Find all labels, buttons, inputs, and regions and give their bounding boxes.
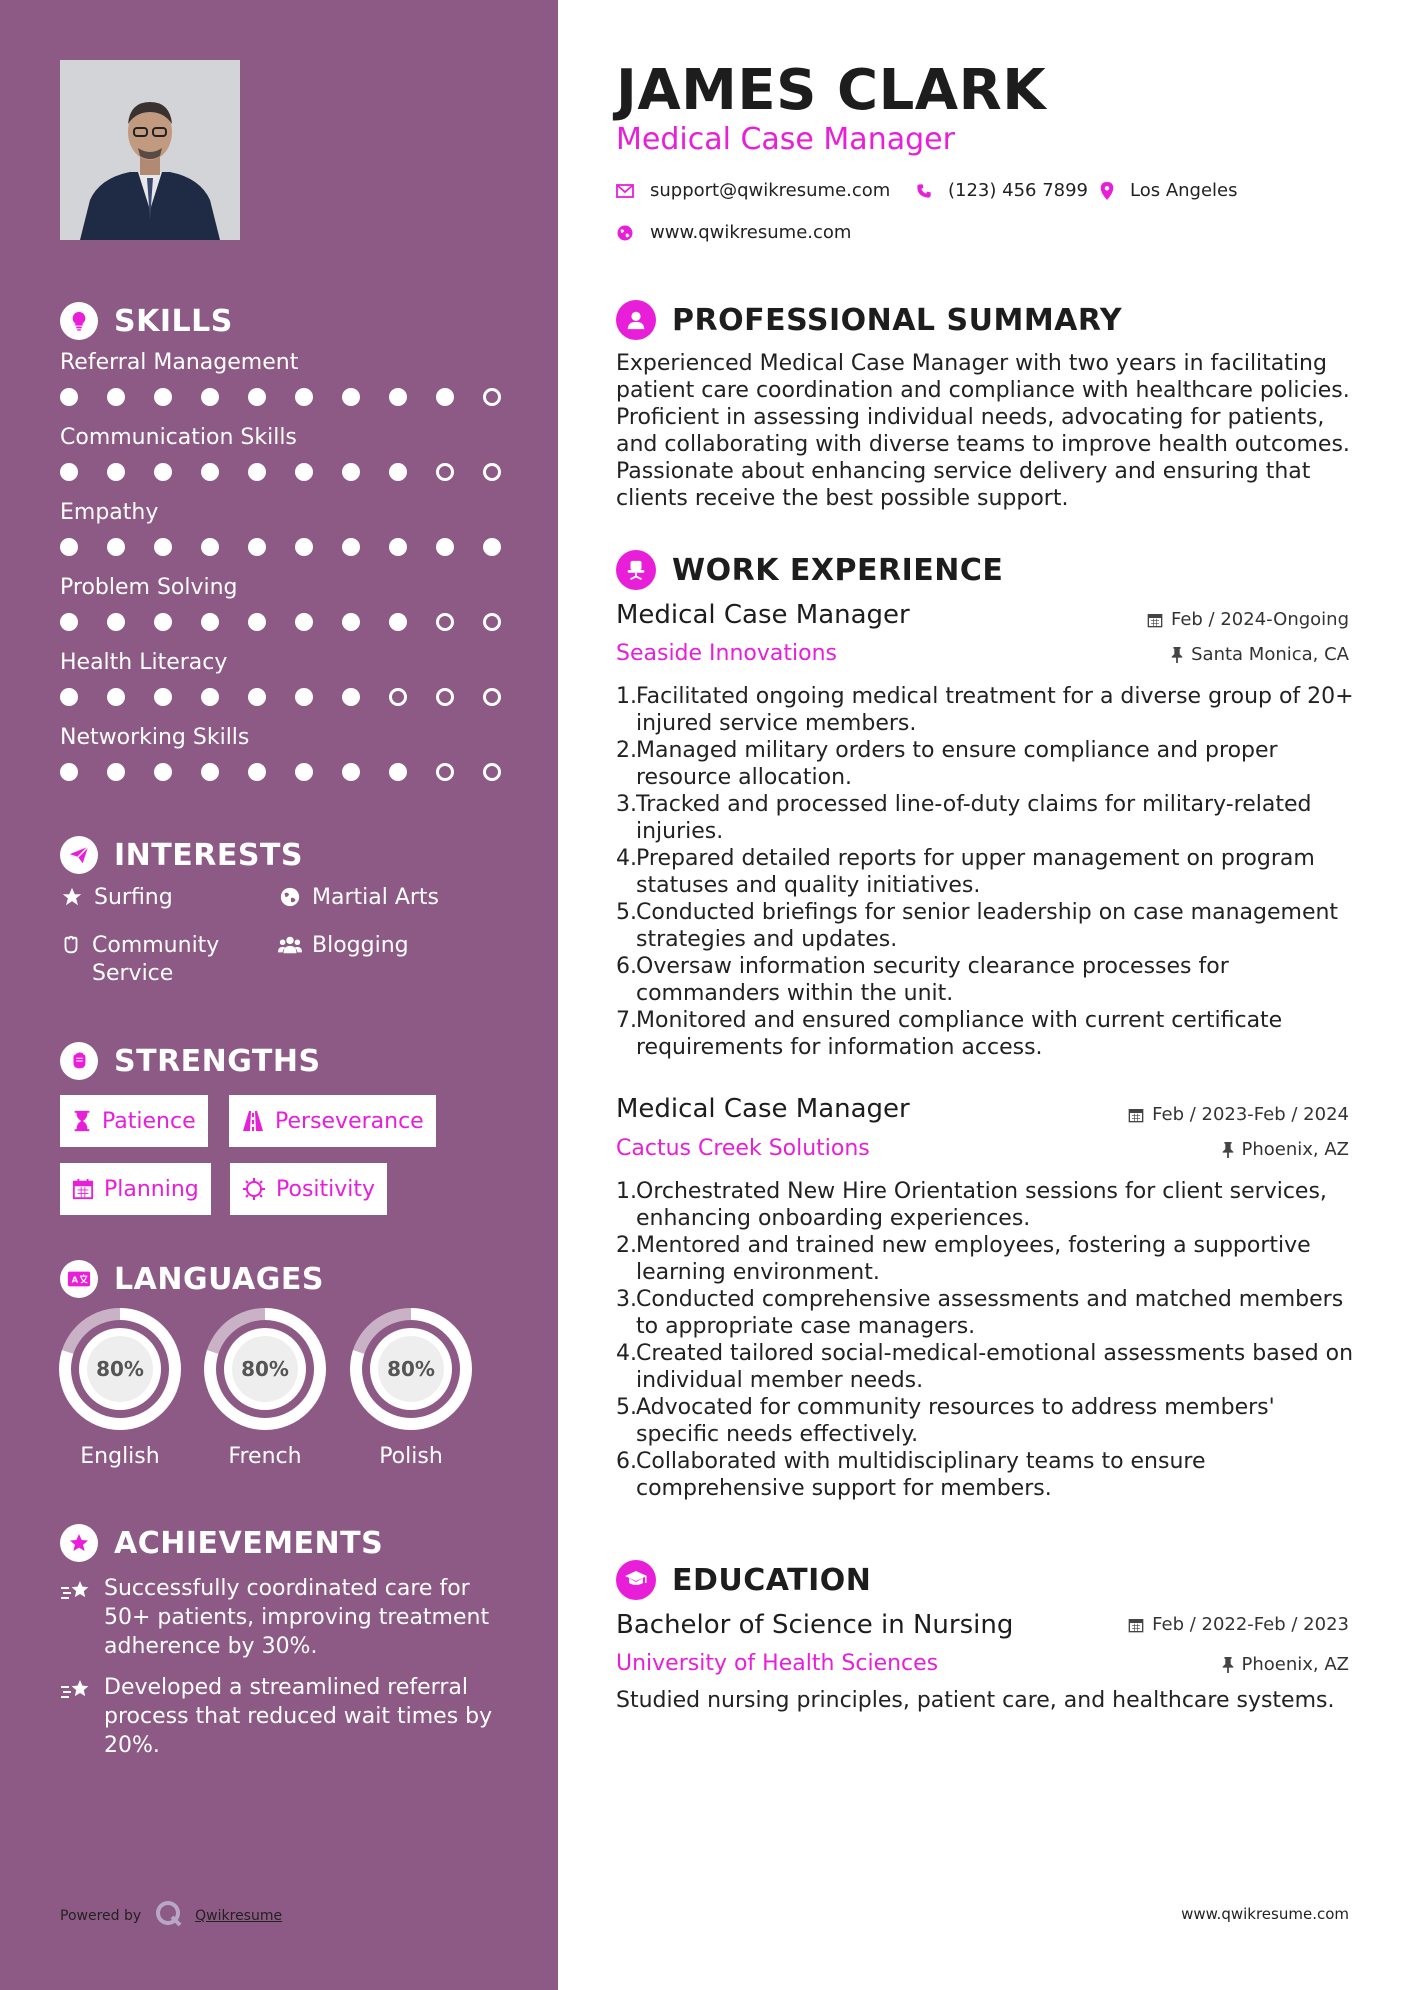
trophy-star-icon	[60, 1524, 98, 1562]
list-item: 4. Prepared detailed reports for upper management on program statuses and quality initiatives.	[616, 846, 1315, 898]
job-role: Medical Case Manager	[616, 1094, 910, 1124]
job-dates: Feb / 2023-Feb / 2024	[1128, 1104, 1349, 1125]
skill-rating	[60, 463, 530, 481]
language-progress-ring: 80%	[59, 1308, 181, 1430]
rating-dot-empty	[436, 463, 454, 481]
skills-heading: SKILLS	[60, 302, 233, 340]
language-icon	[60, 1260, 98, 1298]
rating-dot-filled	[248, 538, 266, 556]
rating-dot-empty	[389, 688, 407, 706]
list-item: 5. Advocated for community resources to address members' specific needs effectively.	[616, 1395, 1275, 1447]
rating-dot-filled	[107, 688, 125, 706]
rating-dot-empty	[483, 613, 501, 631]
job-bullets	[616, 1178, 1356, 1502]
job-location: Santa Monica, CA	[1171, 644, 1349, 665]
language-item: 80% French	[204, 1308, 326, 1469]
rating-dot-filled	[248, 613, 266, 631]
list-item: 6. Oversaw information security clearance processes for commanders within the unit.	[616, 954, 1229, 1006]
contact-email[interactable]: support@qwikresume.com	[616, 180, 890, 201]
map-pin-icon	[1100, 182, 1114, 200]
star-icon	[60, 884, 84, 908]
rating-dot-filled	[201, 388, 219, 406]
education-location: Phoenix, AZ	[1222, 1654, 1350, 1675]
rating-dot-filled	[107, 463, 125, 481]
rating-dot-filled	[342, 763, 360, 781]
job-dates: Feb / 2024-Ongoing	[1147, 609, 1349, 630]
strength-chip: Planning	[60, 1163, 211, 1215]
language-item: 80% English	[59, 1308, 181, 1469]
pushpin-icon	[1222, 1657, 1234, 1673]
interest-item: Blogging	[278, 932, 409, 960]
envelope-icon	[616, 184, 634, 198]
paper-plane-icon	[60, 836, 98, 874]
skill-rating	[60, 388, 530, 406]
graduate-icon	[616, 1560, 656, 1600]
shooting-star-icon	[60, 1673, 92, 1707]
education-description: Studied nursing principles, patient care, and healthcare systems.	[616, 1688, 1335, 1713]
achievement-item: Developed a streamlined referral process that reduced wait times by 20%.	[60, 1673, 500, 1760]
strength-chip: Patience	[60, 1095, 208, 1147]
rating-dot-filled	[107, 613, 125, 631]
rating-dot-filled	[60, 688, 78, 706]
rating-dot-filled	[154, 763, 172, 781]
lightbulb-icon	[60, 302, 98, 340]
rating-dot-filled	[342, 388, 360, 406]
interest-item: Surfing	[60, 884, 173, 912]
languages-heading: A LANGUAGES	[60, 1260, 324, 1298]
main-content	[558, 0, 1407, 1990]
rating-dot-empty	[436, 688, 454, 706]
list-item: 1. Facilitated ongoing medical treatment for a diverse group of 20+ injured service members.	[616, 684, 1354, 736]
experience-heading: WORK EXPERIENCE	[616, 550, 1003, 590]
powered-by: Powered by Qwikresume	[60, 1900, 282, 1932]
road-icon	[241, 1111, 265, 1131]
rating-dot-filled	[201, 613, 219, 631]
user-icon	[616, 300, 656, 340]
rating-dot-empty	[483, 388, 501, 406]
list-item: 5. Conducted briefings for senior leadership on case management strategies and updates.	[616, 900, 1339, 952]
skill-name: Communication Skills	[60, 425, 297, 450]
education-degree: Bachelor of Science in Nursing	[616, 1610, 1014, 1640]
list-item: 4. Created tailored social-medical-emotional assessments based on individual member needs.	[616, 1341, 1354, 1393]
rating-dot-filled	[389, 613, 407, 631]
rating-dot-filled	[60, 613, 78, 631]
skill-name: Health Literacy	[60, 650, 228, 675]
rating-dot-filled	[201, 763, 219, 781]
summary-heading: PROFESSIONAL SUMMARY	[616, 300, 1122, 340]
rating-dot-filled	[436, 388, 454, 406]
list-item: 1. Orchestrated New Hire Orientation sessions for client services, enhancing onboarding experiences.	[616, 1179, 1327, 1231]
calendar-icon	[72, 1178, 94, 1200]
rating-dot-filled	[248, 688, 266, 706]
skill-name: Empathy	[60, 500, 159, 525]
phone-icon	[916, 183, 932, 199]
calendar-icon	[1147, 612, 1163, 628]
rating-dot-filled	[295, 463, 313, 481]
rating-dot-filled	[342, 463, 360, 481]
rating-dot-filled	[107, 538, 125, 556]
rating-dot-filled	[60, 538, 78, 556]
rating-dot-filled	[295, 688, 313, 706]
education-school: University of Health Sciences	[616, 1651, 939, 1676]
summary-text: Experienced Medical Case Manager with two years in facilitating patient care coordination and compliance with healthcare policies. Proficient in assessing individual needs, advocating for patients, and collaborating with diverse teams to improve health outcomes. Passionate about enhancing service delivery and ensuring that clients receive the best possible support.	[616, 351, 1350, 511]
strength-chip: Perseverance	[229, 1095, 436, 1147]
rating-dot-filled	[60, 763, 78, 781]
language-progress-ring: 80%	[204, 1308, 326, 1430]
rating-dot-filled	[60, 388, 78, 406]
footer-url[interactable]: www.qwikresume.com	[1181, 1905, 1349, 1923]
rating-dot-filled	[154, 688, 172, 706]
rating-dot-filled	[389, 763, 407, 781]
globe-icon	[616, 224, 634, 242]
rating-dot-filled	[295, 538, 313, 556]
rating-dot-filled	[248, 388, 266, 406]
rating-dot-filled	[342, 538, 360, 556]
rating-dot-filled	[389, 538, 407, 556]
rating-dot-filled	[342, 613, 360, 631]
qwikresume-link[interactable]: Qwikresume	[195, 1908, 283, 1924]
job-role: Medical Case Manager	[616, 600, 910, 630]
strengths-heading: STRENGTHS	[60, 1042, 321, 1080]
calendar-icon	[1128, 1617, 1144, 1633]
job-bullets	[616, 683, 1356, 1061]
list-item: 3. Conducted comprehensive assessments and matched members to appropriate case managers.	[616, 1287, 1344, 1339]
rating-dot-filled	[389, 463, 407, 481]
rating-dot-filled	[201, 688, 219, 706]
rating-dot-filled	[154, 613, 172, 631]
calendar-icon	[1128, 1107, 1144, 1123]
rating-dot-filled	[295, 763, 313, 781]
svg-text:A: A	[71, 1274, 79, 1285]
list-item: 6. Collaborated with multidisciplinary teams to ensure comprehensive support for members.	[616, 1449, 1206, 1501]
skill-rating	[60, 613, 530, 631]
rating-dot-filled	[201, 538, 219, 556]
contact-website[interactable]: www.qwikresume.com	[616, 222, 851, 243]
language-progress-ring: 80%	[350, 1308, 472, 1430]
list-item: 3. Tracked and processed line-of-duty claims for military-related injuries.	[616, 792, 1312, 844]
candidate-title: Medical Case Manager	[616, 122, 955, 157]
job-location: Phoenix, AZ	[1222, 1139, 1350, 1160]
rating-dot-filled	[389, 388, 407, 406]
job-company: Seaside Innovations	[616, 641, 837, 666]
skill-rating	[60, 688, 530, 706]
rating-dot-empty	[436, 613, 454, 631]
rating-dot-filled	[483, 538, 501, 556]
pushpin-icon	[1171, 647, 1183, 663]
hand-icon	[60, 932, 82, 956]
contact-location: Los Angeles	[1100, 180, 1238, 201]
strength-chip: Positivity	[230, 1163, 387, 1215]
sidebar	[0, 0, 558, 1990]
qwikresume-logo-icon	[155, 1900, 183, 1932]
rating-dot-filled	[295, 388, 313, 406]
rating-dot-filled	[154, 538, 172, 556]
profile-photo	[60, 60, 240, 240]
skill-name: Problem Solving	[60, 575, 238, 600]
rating-dot-empty	[436, 763, 454, 781]
job-company: Cactus Creek Solutions	[616, 1136, 870, 1161]
hourglass-icon	[72, 1110, 92, 1132]
rating-dot-empty	[483, 763, 501, 781]
rating-dot-filled	[248, 463, 266, 481]
contact-phone[interactable]: (123) 456 7899	[916, 180, 1088, 201]
list-item: 7. Monitored and ensured compliance with current certificate requirements for information access.	[616, 1008, 1283, 1060]
rating-dot-filled	[342, 688, 360, 706]
rating-dot-empty	[483, 688, 501, 706]
rating-dot-filled	[248, 763, 266, 781]
achievement-item: Successfully coordinated care for 50+ patients, improving treatment adherence by 30%.	[60, 1574, 500, 1661]
rating-dot-filled	[154, 463, 172, 481]
interest-item: Community Service	[60, 932, 260, 988]
rating-dot-empty	[483, 463, 501, 481]
fist-icon	[60, 1042, 98, 1080]
interest-item: Martial Arts	[278, 884, 439, 912]
candidate-name: JAMES CLARK	[616, 58, 1047, 123]
rating-dot-filled	[295, 613, 313, 631]
office-chair-icon	[616, 550, 656, 590]
list-item: 2. Mentored and trained new employees, fostering a supportive learning environment.	[616, 1233, 1311, 1285]
sun-icon	[242, 1177, 266, 1201]
rating-dot-filled	[154, 388, 172, 406]
pushpin-icon	[1222, 1142, 1234, 1158]
shooting-star-icon	[60, 1574, 92, 1608]
language-item: 80% Polish	[350, 1308, 472, 1469]
rating-dot-filled	[107, 763, 125, 781]
rating-dot-filled	[436, 538, 454, 556]
skill-rating	[60, 763, 530, 781]
globe-icon	[278, 884, 302, 908]
achievements-heading: ACHIEVEMENTS	[60, 1524, 383, 1562]
list-item: 2. Managed military orders to ensure compliance and proper resource allocation.	[616, 738, 1278, 790]
rating-dot-filled	[201, 463, 219, 481]
skill-rating	[60, 538, 530, 556]
education-dates: Feb / 2022-Feb / 2023	[1128, 1614, 1349, 1635]
education-heading: EDUCATION	[616, 1560, 871, 1600]
rating-dot-filled	[60, 463, 78, 481]
skill-name: Referral Management	[60, 350, 299, 375]
skill-name: Networking Skills	[60, 725, 250, 750]
users-icon	[278, 932, 302, 956]
interests-heading: INTERESTS	[60, 836, 303, 874]
rating-dot-filled	[107, 388, 125, 406]
